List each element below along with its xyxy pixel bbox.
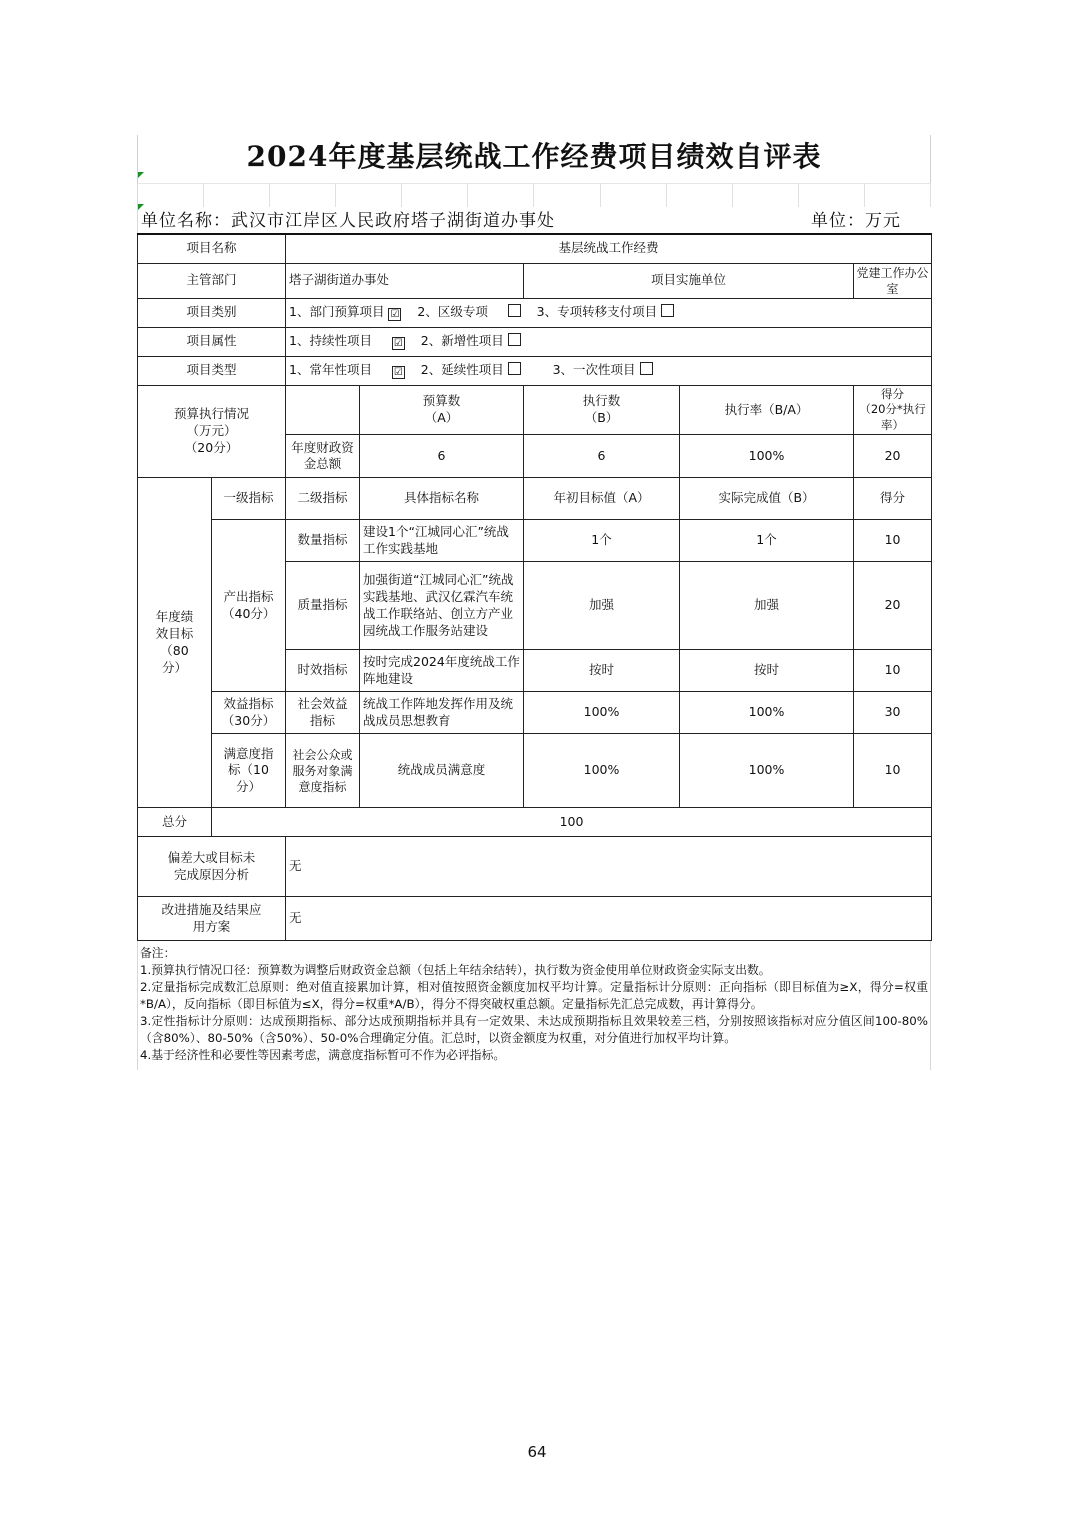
unit-name: 单位名称：武汉市江岸区人民政府塔子湖街道办事处 — [141, 211, 555, 231]
row-name: 按时完成2024年度统战工作阵地建设 — [360, 650, 524, 692]
attr-label: 项目属性 — [138, 327, 286, 356]
type-option-3: 3、一次性项目 — [552, 362, 636, 378]
budget-label-line2: （万元） — [186, 423, 237, 439]
budget-label — [138, 385, 286, 478]
checkbox-empty-icon — [640, 362, 653, 375]
row-lvl2: 社会公众或服务对象满意度指标 — [286, 734, 360, 808]
category-options — [286, 298, 932, 327]
dept-label: 主管部门 — [138, 263, 286, 298]
budget-header-a — [360, 385, 524, 435]
row-target: 按时 — [524, 650, 680, 692]
row-target: 100% — [524, 692, 680, 734]
checkbox-checked-icon: ☑ — [392, 337, 405, 350]
budget-header-a-sub: （A） — [424, 410, 459, 426]
row-actual: 100% — [680, 692, 854, 734]
output-label: 产出指标（40分） — [212, 520, 286, 692]
benefit-label: 效益指标（30分） — [212, 692, 286, 734]
page-title: 2024年度基层统战工作经费项目绩效自评表 — [137, 135, 931, 183]
budget-header-a-text: 预算数 — [422, 393, 461, 409]
evaluation-sheet — [137, 135, 931, 1070]
note-item: 1.预算执行情况口径：预算数为调整后财政资金总额（包括上年结余结转），执行数为资金使用单位财政资金实际支出数。 — [140, 963, 771, 978]
row-name: 统战成员满意度 — [360, 734, 524, 808]
budget-value: 6 — [360, 435, 524, 478]
improve-value: 无 — [286, 897, 932, 941]
type-label: 项目类型 — [138, 356, 286, 385]
perf-header-lvl1: 一级指标 — [212, 478, 286, 520]
row-target: 加强 — [524, 562, 680, 650]
unit-line — [137, 207, 931, 233]
attr-option-2: 2、新增性项目 — [420, 333, 504, 349]
row-actual: 1个 — [680, 520, 854, 562]
perf-header-target: 年初目标值（A） — [524, 478, 680, 520]
impl-value: 党建工作办公室 — [854, 263, 932, 298]
notes-heading: 备注： — [140, 946, 176, 961]
satisfaction-label: 满意度指标（10分） — [212, 734, 286, 808]
rate-value: 100% — [680, 435, 854, 478]
row-lvl2: 时效指标 — [286, 650, 360, 692]
category-option-2: 2、区级专项 — [417, 304, 488, 320]
checkbox-empty-icon — [508, 333, 521, 346]
table-row — [138, 520, 932, 562]
budget-header-rate: 执行率（B/A） — [680, 385, 854, 435]
row-actual: 100% — [680, 734, 854, 808]
improve-label: 改进措施及结果应用方案 — [138, 897, 286, 941]
total-label: 总分 — [138, 808, 212, 837]
row-score: 10 — [854, 734, 932, 808]
budget-score-value: 20 — [854, 435, 932, 478]
type-options — [286, 356, 932, 385]
notes-section — [137, 941, 931, 1070]
perf-header-lvl2: 二级指标 — [286, 478, 360, 520]
type-option-1: 1、常年性项目 — [289, 362, 372, 378]
perf-header-actual: 实际完成值（B） — [680, 478, 854, 520]
unit-currency: 单位：万元 — [811, 211, 901, 231]
row-score: 10 — [854, 650, 932, 692]
budget-header-score-text: 得分 — [881, 386, 905, 401]
perf-header-name: 具体指标名称 — [360, 478, 524, 520]
row-score: 10 — [854, 520, 932, 562]
type-option-2: 2、延续性项目 — [420, 362, 504, 378]
project-name-label: 项目名称 — [138, 234, 286, 263]
budget-header-b-sub: （B） — [584, 410, 619, 426]
table-row — [138, 734, 932, 808]
attr-option-1: 1、持续性项目 — [289, 333, 372, 349]
category-option-1: 1、部门预算项目 — [289, 304, 385, 320]
attr-options — [286, 327, 932, 356]
budget-header-b-text: 执行数 — [582, 393, 621, 409]
row-actual: 加强 — [680, 562, 854, 650]
row-actual: 按时 — [680, 650, 854, 692]
row-name: 统战工作阵地发挥作用及统战成员思想教育 — [360, 692, 524, 734]
deviation-label: 偏差大或目标未完成原因分析 — [138, 837, 286, 897]
category-option-3: 3、专项转移支付项目 — [536, 304, 658, 320]
row-score: 20 — [854, 562, 932, 650]
perf-header-score: 得分 — [854, 478, 932, 520]
row-name: 加强街道“江城同心汇”统战实践基地、武汉亿霖汽车统战工作联络站、创立方产业园统战工作服务站建设 — [360, 562, 524, 650]
budget-label-line3: （20分） — [184, 440, 239, 456]
row-lvl2: 数量指标 — [286, 520, 360, 562]
row-name: 建设1个“江城同心汇”统战工作实践基地 — [360, 520, 524, 562]
deviation-value: 无 — [286, 837, 932, 897]
row-target: 100% — [524, 734, 680, 808]
budget-header-b — [524, 385, 680, 435]
dept-value: 塔子湖街道办事处 — [286, 263, 524, 298]
checkbox-empty-icon — [508, 304, 521, 317]
table-row — [138, 692, 932, 734]
row-score: 30 — [854, 692, 932, 734]
budget-row-label: 年度财政资金总额 — [286, 435, 360, 478]
impl-label: 项目实施单位 — [524, 263, 854, 298]
exec-value: 6 — [524, 435, 680, 478]
perf-group-label: 年度绩效目标（80分） — [138, 478, 212, 808]
note-item: 2.定量指标完成数汇总原则：绝对值直接累加计算，相对值按照资金额度加权平均计算。定量指标计分原则：正向指标（即目标值为≥X，得分=权重*B/A），反向指标（即目标值为≤X，得分=权重*A/B），得分不得突破权重总额。定量指标先汇总完成数，再计算得分。 — [140, 980, 928, 1012]
checkbox-empty-icon — [508, 362, 521, 375]
evaluation-table — [137, 233, 932, 941]
budget-header-score-sub: （20分*执行率） — [859, 402, 926, 432]
budget-header-score — [854, 385, 932, 435]
note-item: 3.定性指标计分原则：达成预期指标、部分达成预期指标并具有一定效果、未达成预期指标且效果较差三档，分别按照该指标对应分值区间100-80%（含80%）、80-50%（含50%）、50-0%合理确定分值。汇总时，以资金额度为权重，对分值进行加权平均计算。 — [140, 1014, 928, 1046]
checkbox-checked-icon: ☑ — [392, 366, 405, 379]
budget-corner-cell — [286, 385, 360, 435]
note-item: 4.基于经济性和必要性等因素考虑，满意度指标暂可不作为必评指标。 — [140, 1048, 506, 1063]
row-lvl2: 社会效益指标 — [286, 692, 360, 734]
row-target: 1个 — [524, 520, 680, 562]
checkbox-empty-icon — [661, 304, 674, 317]
row-lvl2: 质量指标 — [286, 562, 360, 650]
project-name-value: 基层统战工作经费 — [286, 234, 932, 263]
empty-grid-row — [137, 183, 931, 207]
checkbox-checked-icon: ☑ — [388, 308, 401, 321]
budget-label-line1: 预算执行情况 — [174, 406, 250, 422]
category-label: 项目类别 — [138, 298, 286, 327]
total-value: 100 — [212, 808, 932, 837]
page-number: 64 — [527, 1443, 547, 1461]
